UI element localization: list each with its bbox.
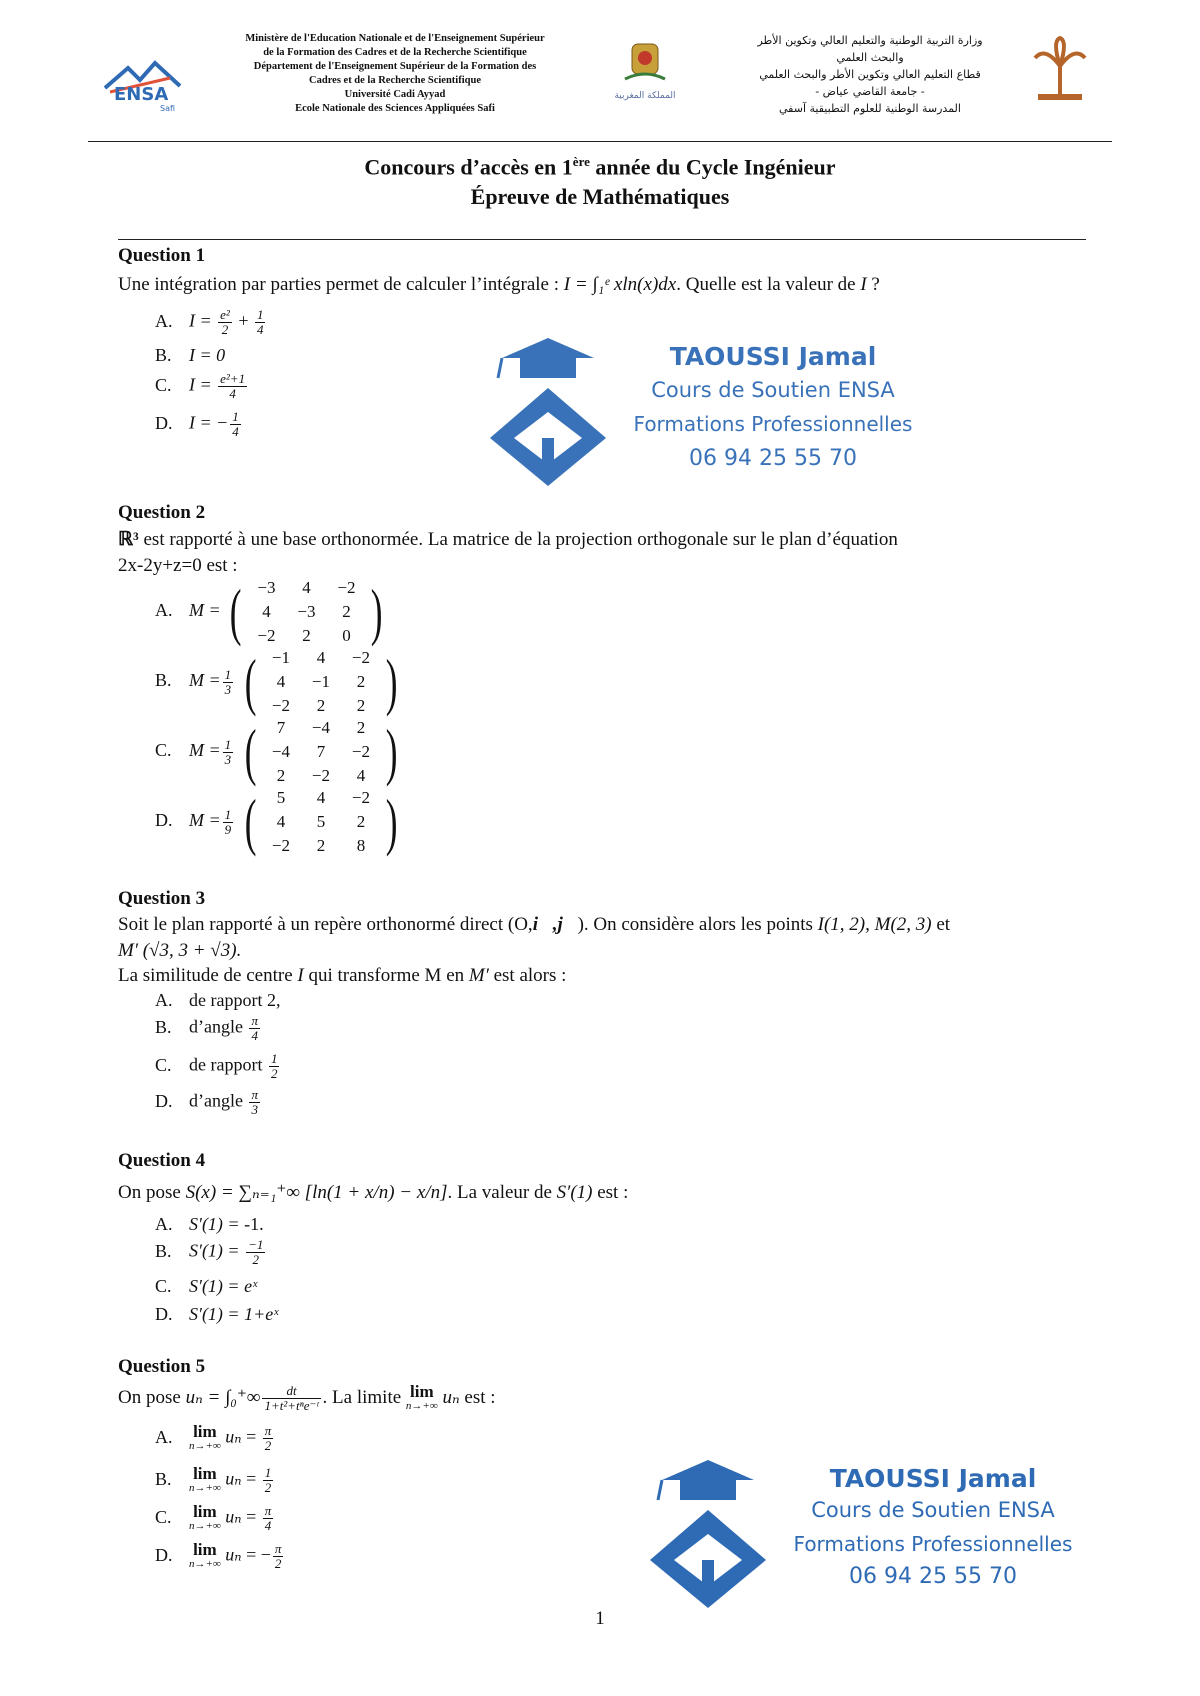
header-ar-line: وزارة التربية الوطنية والتعليم العالي وتكوين الأطر والبحث العلمي bbox=[757, 34, 983, 64]
q2-text1: est rapporté à une base orthonormée. La matrice de la projection orthogonale sur le plan d’équation bbox=[138, 529, 898, 550]
q2-option-d[interactable] bbox=[155, 786, 402, 858]
option-label: D. bbox=[155, 1544, 173, 1565]
option-label: B. bbox=[155, 1240, 172, 1261]
title-line1-sup: ère bbox=[572, 154, 590, 169]
header-arabic-block bbox=[740, 32, 1000, 117]
option-rhs: -1. bbox=[244, 1214, 264, 1234]
q2-option-a[interactable] bbox=[155, 576, 388, 648]
question-5-text bbox=[118, 1381, 1078, 1413]
q2-space-symbol: ℝ³ bbox=[118, 529, 139, 550]
option-un: uₙ bbox=[225, 1426, 242, 1447]
fraction: $\frac{\text{e²+1}}{4}$ bbox=[220, 371, 246, 401]
option-label: C. bbox=[155, 374, 172, 395]
option-label: A. bbox=[155, 1426, 173, 1447]
ensa-logo-sub: Safi bbox=[160, 104, 176, 113]
q4-formula: S(x) = ∑ₙ₌₁⁺∞ [ln(1 + x/n) − x/n] bbox=[185, 1182, 448, 1203]
q5-text-end: est : bbox=[459, 1386, 496, 1408]
option-label: A. bbox=[155, 990, 173, 1010]
matrix: ( −1 4 −2 4 −1 2 −2 2 2 ) bbox=[244, 646, 398, 717]
q1-formula: I = ∫₁ᵉ xln(x)dx bbox=[563, 274, 677, 295]
limit: lim n→+∞ bbox=[189, 1501, 221, 1532]
option-label: B. bbox=[155, 345, 172, 365]
q1-text-post: . Quelle est la valeur de bbox=[676, 274, 861, 295]
option-label: C. bbox=[155, 1054, 172, 1075]
fraction: $\frac{\pi}{4}$ bbox=[264, 1503, 272, 1533]
option-text: de rapport bbox=[189, 1054, 267, 1075]
fraction: $\frac{1}{9}$ bbox=[224, 806, 232, 837]
q3-text1-end: et bbox=[931, 914, 951, 935]
q4-option-d[interactable] bbox=[155, 1304, 278, 1325]
option-lhs: S′(1) = bbox=[189, 1304, 245, 1324]
university-emblem-icon bbox=[1030, 36, 1090, 106]
crest-icon bbox=[620, 34, 670, 86]
q1-var: I bbox=[860, 274, 867, 295]
option-label: B. bbox=[155, 1468, 172, 1489]
option-un: uₙ bbox=[225, 1506, 242, 1527]
header-french-block bbox=[205, 32, 585, 116]
option-lhs: M = bbox=[189, 600, 221, 621]
option-label: A. bbox=[155, 600, 173, 621]
header-fr-line: Cadres et de la Recherche Scientifique bbox=[309, 75, 481, 86]
option-lhs: M = bbox=[189, 810, 221, 831]
q1-option-a[interactable] bbox=[155, 308, 267, 337]
q3-text3-mid: qui transforme M en bbox=[303, 965, 469, 986]
question-4-title: Question 4 bbox=[118, 1150, 206, 1171]
limit: lim n→+∞ bbox=[189, 1463, 221, 1494]
q3-points: I(1, 2), M(2, 3) bbox=[817, 914, 932, 935]
question-2-title: Question 2 bbox=[118, 502, 206, 523]
q5-option-b[interactable]: B. lim n→+∞ uₙ = $\frac{1}{2}$ bbox=[155, 1463, 272, 1495]
q2-option-b[interactable] bbox=[155, 646, 402, 718]
fraction: $\frac{1}{3}$ bbox=[224, 666, 232, 697]
q3-option-b[interactable] bbox=[155, 1014, 262, 1043]
watermark-top bbox=[478, 338, 918, 488]
option-lhs: S′(1) = bbox=[189, 1214, 245, 1234]
question-3-text1 bbox=[118, 912, 1098, 938]
fraction: $\frac{1}{2}$ bbox=[270, 1051, 278, 1081]
option-lhs: I = − bbox=[189, 412, 229, 433]
limit: lim n→+∞ bbox=[405, 1381, 438, 1412]
option-un: uₙ bbox=[225, 1468, 242, 1489]
q3-vectors: i⃗,j⃗ bbox=[532, 914, 578, 935]
header-fr-line: Université Cadi Ayyad bbox=[344, 89, 446, 100]
limit: lim n→+∞ bbox=[189, 1421, 221, 1452]
q5-option-d[interactable]: D. lim n→+∞ uₙ = − $\frac{\pi}{2}$ bbox=[155, 1539, 282, 1571]
q1-text-end: ? bbox=[866, 274, 880, 295]
question-5-title: Question 5 bbox=[118, 1356, 206, 1377]
fraction: $\frac{dt}{\text{1+t²+tⁿe⁻ᵗ}}$ bbox=[264, 1383, 319, 1413]
exam-title bbox=[0, 154, 1200, 180]
option-sign: − bbox=[260, 1544, 271, 1565]
option-lhs: I = bbox=[189, 310, 212, 331]
watermark-name: TAOUSSI Jamal bbox=[829, 1464, 1037, 1493]
title-line1-post: année du Cycle Ingénieur bbox=[589, 154, 836, 180]
option-lhs: S′(1) = bbox=[189, 1240, 245, 1261]
watermark-line2: Cours de Soutien ENSA bbox=[651, 378, 895, 402]
q4-text-end: est : bbox=[592, 1182, 629, 1203]
ensa-logo-text: ENSA bbox=[114, 84, 169, 105]
option-lhs: I = bbox=[189, 374, 212, 395]
question-1-text bbox=[118, 272, 1078, 298]
ensa-logo bbox=[100, 58, 190, 113]
fraction: $\frac{\text{e²}}{2}$ bbox=[220, 307, 230, 337]
option-label: D. bbox=[155, 1090, 173, 1111]
option-label: C. bbox=[155, 1506, 172, 1527]
option-label: D. bbox=[155, 1304, 173, 1324]
q4-text-pre: On pose bbox=[118, 1182, 186, 1203]
q3-text1-mid: ). On considère alors les points bbox=[577, 914, 818, 935]
q1-option-b[interactable] bbox=[155, 345, 225, 366]
option-lhs: I = 0 bbox=[189, 345, 226, 365]
watermark-line2: Cours de Soutien ENSA bbox=[811, 1498, 1055, 1522]
fraction: $\frac{\pi}{4}$ bbox=[251, 1013, 258, 1043]
q1-option-c[interactable] bbox=[155, 372, 249, 401]
q5-un: uₙ bbox=[442, 1386, 460, 1408]
watermark-phone: 06 94 25 55 70 bbox=[849, 1564, 1017, 1589]
question-2-text bbox=[118, 527, 1078, 553]
q1-option-d[interactable] bbox=[155, 410, 243, 439]
question-3-text2: M′ (√3, 3 + √3). bbox=[118, 940, 242, 961]
header-fr-line: Ecole Nationale des Sciences Appliquées Safi bbox=[295, 103, 495, 114]
header-ar-line: قطاع التعليم العالي وتكوين الأطر والبحث العلمي bbox=[759, 68, 981, 81]
q3-text3-end: est alors : bbox=[488, 965, 567, 986]
q5-text-pre: On pose bbox=[118, 1386, 186, 1408]
exam-subtitle: Épreuve de Mathématiques bbox=[470, 184, 730, 209]
title-line1-pre: Concours d’accès en 1 bbox=[364, 154, 573, 180]
q1-text-pre: Une intégration par parties permet de calculer l’intégrale : bbox=[118, 274, 564, 295]
option-mid: + bbox=[233, 310, 253, 331]
option-label: D. bbox=[155, 412, 173, 433]
header-ar-line: المدرسة الوطنية للعلوم التطبيقية آسفي bbox=[779, 102, 961, 115]
header-fr-line: Ministère de l'Education Nationale et de l'Enseignement Supérieur bbox=[245, 33, 545, 44]
q3-option-c[interactable] bbox=[155, 1052, 281, 1081]
fraction: $\frac{\pi}{2}$ bbox=[274, 1541, 282, 1571]
option-lhs: M = bbox=[189, 740, 221, 761]
q3-option-d[interactable] bbox=[155, 1088, 262, 1117]
q3-text1-pre: Soit le plan rapporté à un repère orthonormé direct (O, bbox=[118, 914, 533, 935]
option-label: B. bbox=[155, 670, 172, 691]
watermark-line3: Formations Professionnelles bbox=[793, 1532, 1073, 1556]
option-rhs: eˣ bbox=[244, 1276, 258, 1296]
option-label: A. bbox=[155, 1214, 173, 1234]
watermark-name: TAOUSSI Jamal bbox=[669, 342, 877, 371]
q2-option-c[interactable] bbox=[155, 716, 402, 788]
header-ar-line: - جامعة القاضي عياض - bbox=[815, 85, 925, 98]
graduation-cap-logo-icon bbox=[478, 338, 618, 488]
fraction: $\frac{1}{2}$ bbox=[264, 1465, 272, 1495]
matrix: ( 7 −4 2 −4 7 −2 2 −2 4 ) bbox=[244, 716, 398, 787]
q4-sprime: S′(1) bbox=[556, 1182, 593, 1203]
q5-text-mid: . La limite bbox=[322, 1386, 406, 1408]
fraction: $\frac{1}{4}$ bbox=[232, 409, 239, 439]
option-label: C. bbox=[155, 1276, 172, 1296]
option-label: A. bbox=[155, 310, 173, 331]
q4-option-b[interactable] bbox=[155, 1238, 267, 1267]
watermark-line3: Formations Professionnelles bbox=[633, 412, 913, 436]
watermark-phone: 06 94 25 55 70 bbox=[689, 446, 857, 471]
limit: lim n→+∞ bbox=[189, 1539, 221, 1570]
question-1-title: Question 1 bbox=[118, 245, 206, 266]
option-rhs: 1+eˣ bbox=[244, 1304, 279, 1324]
fraction: $\frac{1}{4}$ bbox=[256, 307, 264, 337]
graduation-cap-logo-icon bbox=[638, 1460, 778, 1610]
question-3-title: Question 3 bbox=[118, 888, 206, 909]
q4-text-mid: . La valeur de bbox=[447, 1182, 557, 1203]
header-fr-line: de la Formation des Cadres et de la Recherche Scientifique bbox=[263, 47, 527, 58]
page-number: 1 bbox=[595, 1608, 605, 1629]
q3-text3-pre: La similitude de centre bbox=[118, 965, 298, 986]
university-logo bbox=[1030, 36, 1090, 106]
option-label: D. bbox=[155, 810, 173, 831]
crest-caption: المملكة المغربية bbox=[614, 91, 676, 101]
question-3-text3 bbox=[118, 963, 566, 989]
q5-formula: uₙ = ∫₀⁺∞ bbox=[185, 1386, 261, 1408]
header-rule bbox=[88, 141, 1112, 142]
matrix: ( −3 4 −2 4 −3 2 −2 2 0 ) bbox=[229, 576, 383, 647]
option-label: B. bbox=[155, 1016, 172, 1037]
q5-option-c[interactable]: C. lim n→+∞ uₙ = $\frac{\pi}{4}$ bbox=[155, 1501, 272, 1533]
q5-option-a[interactable]: A. lim n→+∞ uₙ = $\frac{\pi}{2}$ bbox=[155, 1421, 272, 1453]
q3-option-a[interactable] bbox=[155, 990, 280, 1011]
option-text: d’angle bbox=[189, 1016, 248, 1037]
fraction: $\frac{\pi}{3}$ bbox=[251, 1087, 258, 1117]
option-lhs: S′(1) = bbox=[189, 1276, 245, 1296]
title-rule bbox=[118, 239, 1086, 240]
option-un: uₙ bbox=[225, 1544, 242, 1565]
fraction: $\frac{-1}{2}$ bbox=[248, 1237, 264, 1267]
option-text: de rapport 2, bbox=[189, 990, 281, 1010]
q3-center: I bbox=[297, 965, 304, 986]
fraction: $\frac{1}{3}$ bbox=[224, 736, 232, 767]
moroccan-crest bbox=[590, 34, 700, 134]
option-lhs: M = bbox=[189, 670, 221, 691]
matrix: ( 5 4 −2 4 5 2 −2 2 8 ) bbox=[244, 786, 398, 857]
q4-option-a[interactable] bbox=[155, 1214, 264, 1235]
option-text: d’angle bbox=[189, 1090, 248, 1111]
header-fr-line: Département de l'Enseignement Supérieur de la Formation des bbox=[253, 61, 537, 72]
q3-image-point: M′ bbox=[468, 965, 489, 986]
q4-option-c[interactable] bbox=[155, 1276, 257, 1297]
option-label: C. bbox=[155, 740, 172, 761]
question-4-text bbox=[118, 1180, 1078, 1206]
fraction: $\frac{\pi}{2}$ bbox=[264, 1423, 272, 1453]
watermark-bottom bbox=[638, 1460, 1078, 1610]
question-2-text2: 2x-2y+z=0 est : bbox=[118, 555, 238, 576]
